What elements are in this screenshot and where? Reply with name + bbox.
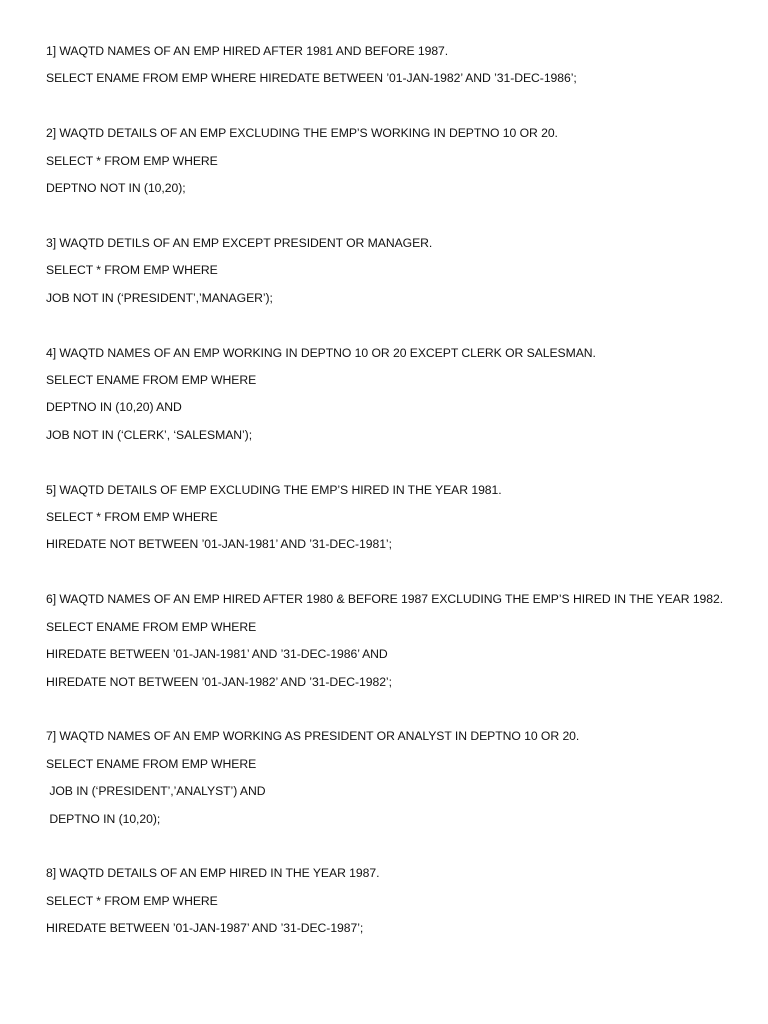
sql-line: SELECT * FROM EMP WHERE [46,263,218,278]
question-title: 7] WAQTD NAMES OF AN EMP WORKING AS PRESIDENT OR ANALYST IN DEPTNO 10 OR 20. [46,729,580,744]
sql-line: DEPTNO IN (10,20); [46,811,161,826]
question-block-6 [46,586,758,696]
sql-line: DEPTNO NOT IN (10,20); [46,181,186,196]
question-block-4 [46,340,758,450]
question-title: 8] WAQTD DETAILS OF AN EMP HIRED IN THE YEAR 1987. [46,866,380,881]
question-block-7 [46,723,758,833]
sql-line: SELECT ENAME FROM EMP WHERE [46,756,257,771]
question-title: 4] WAQTD NAMES OF AN EMP WORKING IN DEPTNO 10 OR 20 EXCEPT CLERK OR SALESMAN. [46,345,596,360]
sql-line: DEPTNO IN (10,20) AND [46,400,182,415]
sql-line: SELECT ENAME FROM EMP WHERE HIREDATE BETWEEN ’01-JAN-1982’ AND ’31-DEC-1986’; [46,71,577,86]
document-page [46,38,758,970]
question-title: 2] WAQTD DETAILS OF AN EMP EXCLUDING THE EMP’S WORKING IN DEPTNO 10 OR 20. [46,126,558,141]
question-title: 1] WAQTD NAMES OF AN EMP HIRED AFTER 1981 AND BEFORE 1987. [46,44,449,58]
question-block-8 [46,860,758,942]
sql-line: SELECT * FROM EMP WHERE [46,510,218,525]
sql-line: JOB NOT IN (‘PRESIDENT’,’MANAGER’); [46,290,273,305]
sql-line: JOB NOT IN (‘CLERK’, ‘SALESMAN’); [46,427,253,442]
sql-line: SELECT ENAME FROM EMP WHERE [46,373,257,388]
sql-line: HIREDATE BETWEEN ’01-JAN-1987’ AND ’31-DEC-1987’; [46,921,364,936]
sql-line: SELECT * FROM EMP WHERE [46,153,218,168]
question-title: 3] WAQTD DETILS OF AN EMP EXCEPT PRESIDENT OR MANAGER. [46,235,433,250]
sql-line: SELECT * FROM EMP WHERE [46,893,218,908]
question-block-5 [46,477,758,559]
sql-line: SELECT ENAME FROM EMP WHERE [46,619,257,634]
sql-line: JOB IN (‘PRESIDENT’,’ANALYST’) AND [46,784,266,799]
question-title: 5] WAQTD DETAILS OF EMP EXCLUDING THE EMP’S HIRED IN THE YEAR 1981. [46,482,502,497]
sql-line: HIREDATE NOT BETWEEN ’01-JAN-1981’ AND ’31-DEC-1981’; [46,537,392,552]
sql-line: HIREDATE NOT BETWEEN ’01-JAN-1982’ AND ’31-DEC-1982’; [46,674,392,689]
sql-line: HIREDATE BETWEEN ’01-JAN-1981’ AND ’31-DEC-1986’ AND [46,647,388,662]
question-title: 6] WAQTD NAMES OF AN EMP HIRED AFTER 1980 & BEFORE 1987 EXCLUDING THE EMP’S HIRED IN THE YEAR 1982. [46,592,724,607]
question-block-1 [46,38,758,93]
question-block-2 [46,120,758,202]
question-block-3 [46,230,758,312]
